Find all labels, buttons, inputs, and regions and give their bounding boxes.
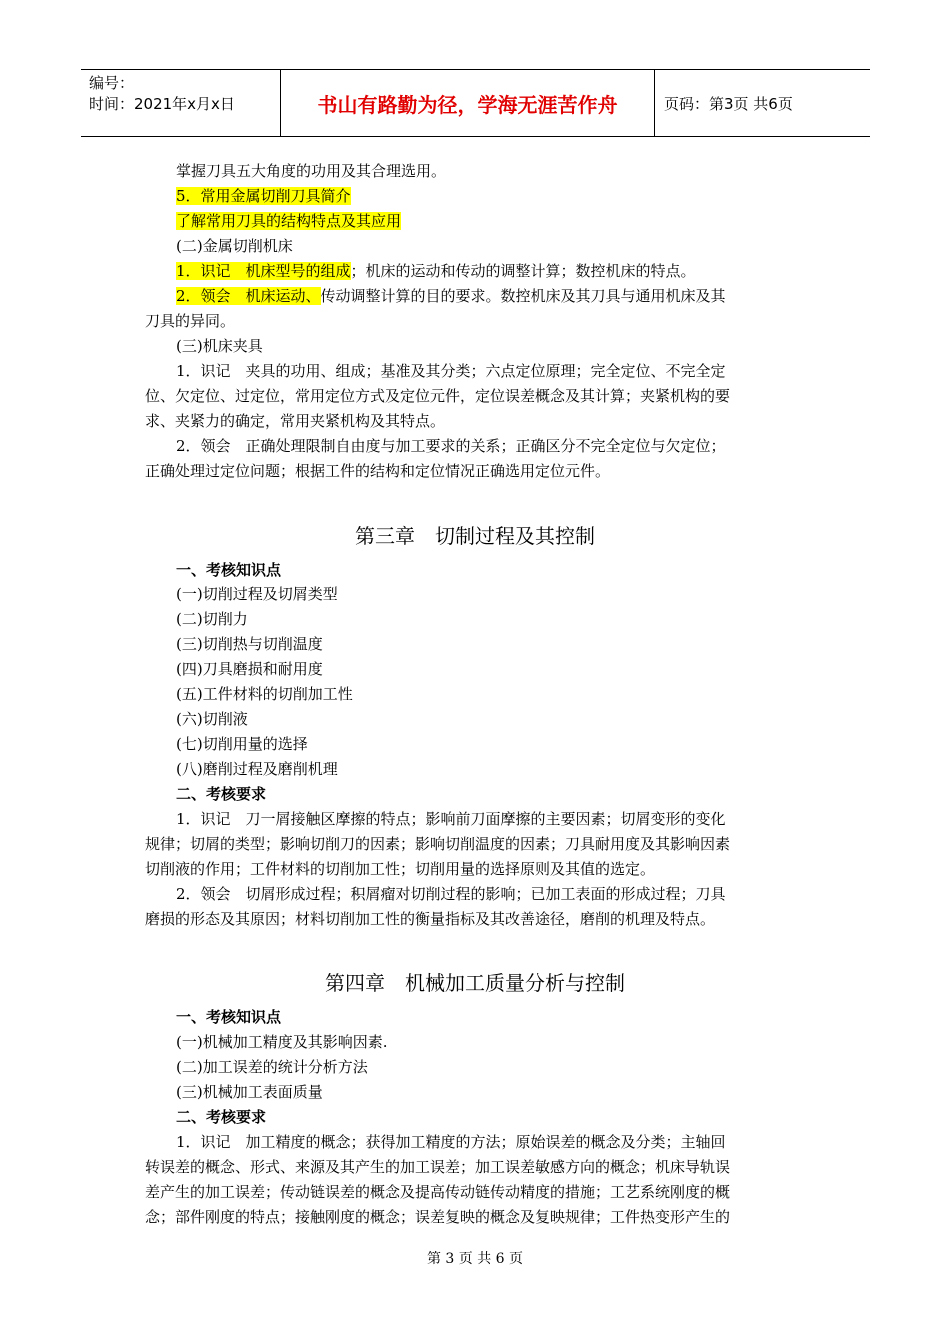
text-line: (三)机床夹具 [176, 337, 263, 355]
text-line: 规律；切屑的类型；影响切削刀的因素；影响切削温度的因素；刀具耐用度及其影响因素 [145, 835, 731, 853]
header-page-number: 页码：第3页 共6页 [664, 94, 793, 113]
text-span: ；机床的运动和传动的调整计算；数控机床的特点。 [350, 262, 696, 280]
text-line [176, 187, 351, 206]
text-line: 2．领会 正确处理限制自由度与加工要求的关系；正确区分不完全定位与欠定位； [176, 437, 726, 455]
list-item: (四)刀具磨损和耐用度 [176, 660, 323, 678]
text-line: 2．领会 切屑形成过程；积屑瘤对切削过程的影响；已加工表面的形成过程；刀具 [176, 885, 726, 903]
section-heading: 一、考核知识点 [176, 1008, 282, 1026]
highlight-text: 2．领会 机床运动、 [176, 287, 321, 305]
code-label: 编号： [89, 74, 135, 92]
list-item: (二)加工误差的统计分析方法 [176, 1058, 368, 1076]
list-item: (七)切削用量的选择 [176, 735, 308, 753]
text-line: 差产生的加工误差；传动链误差的概念及提高传动链传动精度的措施；工艺系统刚度的概 [145, 1183, 731, 1201]
text-line: 转误差的概念、形式、来源及其产生的加工误差；加工误差敏感方向的概念；机床导轨误 [145, 1158, 731, 1176]
text-line: 切削液的作用；工件材料的切削加工性；切削用量的选择原则及其值的选定。 [145, 860, 656, 878]
list-item: (五)工件材料的切削加工性 [176, 685, 353, 703]
chapter-title: 第三章 切制过程及其控制 [355, 524, 595, 548]
section-heading: 一、考核知识点 [176, 561, 282, 579]
text-line: 念；部件刚度的特点；接触刚度的概念；误差复映的概念及复映规律；工件热变形产生的 [145, 1208, 731, 1226]
text-line: 位、欠定位、过定位，常用定位方式及定位元件，定位误差概念及其计算；夹紧机构的要 [145, 387, 731, 405]
text-line [176, 287, 726, 306]
text-line [176, 262, 696, 281]
page-header [81, 69, 870, 137]
text-line: 刀具的异同。 [145, 312, 236, 330]
text-line: 正确处理过定位问题；根据工件的结构和定位情况正确选用定位元件。 [145, 462, 611, 480]
header-meta [81, 70, 281, 136]
section-heading: 二、考核要求 [176, 1108, 267, 1126]
text-line: 1．识记 加工精度的概念；获得加工精度的方法；原始误差的概念及分类；主轴回 [176, 1133, 726, 1151]
text-line [176, 212, 401, 231]
highlight-text: 了解常用刀具的结构特点及其应用 [176, 212, 402, 230]
list-item: (一)机械加工精度及其影响因素. [176, 1033, 388, 1051]
text-line: 1．识记 夹具的功用、组成；基准及其分类；六点定位原理；完全定位、不完全定 [176, 362, 726, 380]
list-item: (一)切削过程及切屑类型 [176, 585, 338, 603]
list-item: (八)磨削过程及磨削机理 [176, 760, 338, 778]
list-item: (三)切削热与切削温度 [176, 635, 323, 653]
list-item: (六)切削液 [176, 710, 248, 728]
list-item: (二)切削力 [176, 610, 248, 628]
text-line: (二)金属切削机床 [176, 237, 293, 255]
text-line: 求、夹紧力的确定，常用夹紧机构及其特点。 [145, 412, 446, 430]
section-heading: 二、考核要求 [176, 785, 267, 803]
page-footer: 第 3 页 共 6 页 [426, 1251, 524, 1267]
text-span: 传动调整计算的目的要求。数控机床及其刀具与通用机床及其 [320, 287, 726, 305]
header-motto: 书山有路勤为径，学海无涯苦作舟 [281, 70, 655, 136]
list-item: (三)机械加工表面质量 [176, 1083, 323, 1101]
time-label: 时间：2021年x月x日 [89, 95, 235, 113]
text-line: 掌握刀具五大角度的功用及其合理选用。 [176, 162, 447, 180]
highlight-text: 5．常用金属切削刀具简介 [176, 187, 351, 205]
highlight-text: 1．识记 机床型号的组成 [176, 262, 351, 280]
text-line: 1．识记 刀一屑接触区摩擦的特点；影响前刀面摩擦的主要因素；切屑变形的变化 [176, 810, 726, 828]
text-line: 磨损的形态及其原因；材料切削加工性的衡量指标及其改善途径，磨削的机理及特点。 [145, 910, 716, 928]
chapter-title: 第四章 机械加工质量分析与控制 [325, 971, 625, 995]
